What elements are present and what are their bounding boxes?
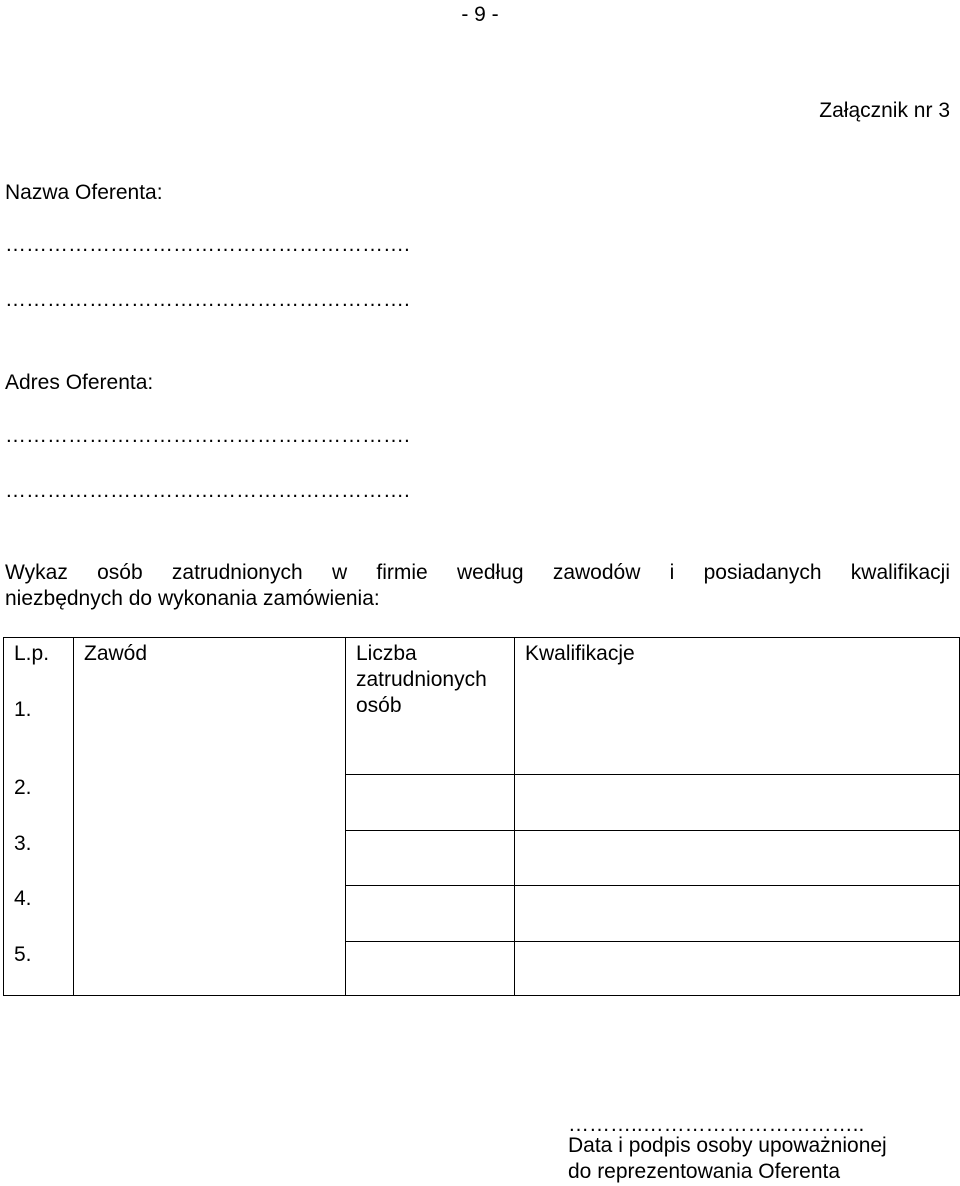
bidder-address-line-2[interactable]: …………………………………………………. xyxy=(5,479,410,502)
header-qualifications: Kwalifikacje xyxy=(525,642,635,665)
intro-line-2: niezbędnych do wykonania zamówienia: xyxy=(5,587,380,610)
count-cell[interactable] xyxy=(346,775,515,831)
bidder-address-line-1[interactable]: …………………………………………………. xyxy=(5,424,410,447)
header-count-line-2: zatrudnionych xyxy=(356,668,487,691)
intro-line-1: Wykaz osób zatrudnionych w firmie według zawodów i posiadanych kwalifikacji xyxy=(5,561,950,584)
qualifications-header-cell xyxy=(515,638,960,775)
staff-table xyxy=(3,637,960,996)
signature-caption-line-1: Data i podpis osoby upoważnionej xyxy=(568,1134,887,1157)
lp-cell xyxy=(4,775,74,831)
qualifications-cell[interactable] xyxy=(515,886,960,942)
bidder-name-label: Nazwa Oferenta: xyxy=(5,181,163,204)
header-profession: Zawód xyxy=(84,642,148,665)
row-number: 1. xyxy=(14,698,32,721)
count-cell[interactable] xyxy=(346,886,515,942)
profession-column-cell[interactable] xyxy=(74,638,346,996)
bidder-name-line-1[interactable]: …………………………………………………. xyxy=(5,233,410,256)
table-header-row xyxy=(4,638,960,775)
row-number: 4. xyxy=(14,886,32,910)
bidder-name-line-2[interactable]: …………………………………………………. xyxy=(5,288,410,311)
row-number: 3. xyxy=(14,831,32,855)
bidder-address-label: Adres Oferenta: xyxy=(5,371,154,394)
header-lp: L.p. xyxy=(14,642,50,665)
qualifications-cell[interactable] xyxy=(515,942,960,996)
signature-dots[interactable]: ………..………………………….. xyxy=(568,1113,865,1136)
signature-caption-line-2: do reprezentowania Oferenta xyxy=(568,1160,841,1183)
page-number: - 9 - xyxy=(461,3,499,26)
header-count-line-3: osób xyxy=(356,694,402,717)
header-count-line-1: Liczba xyxy=(356,642,417,665)
lp-cell xyxy=(4,886,74,942)
qualifications-cell[interactable] xyxy=(515,831,960,886)
qualifications-cell[interactable] xyxy=(515,775,960,831)
count-cell[interactable] xyxy=(346,831,515,886)
annex-title: Załącznik nr 3 xyxy=(819,99,950,122)
lp-column-cell xyxy=(4,638,74,775)
intro-paragraph xyxy=(5,560,950,612)
row-number: 2. xyxy=(14,775,32,799)
row-number: 5. xyxy=(14,942,32,966)
count-cell[interactable] xyxy=(346,942,515,996)
lp-cell xyxy=(4,831,74,886)
count-header-cell xyxy=(346,638,515,775)
lp-cell xyxy=(4,942,74,996)
